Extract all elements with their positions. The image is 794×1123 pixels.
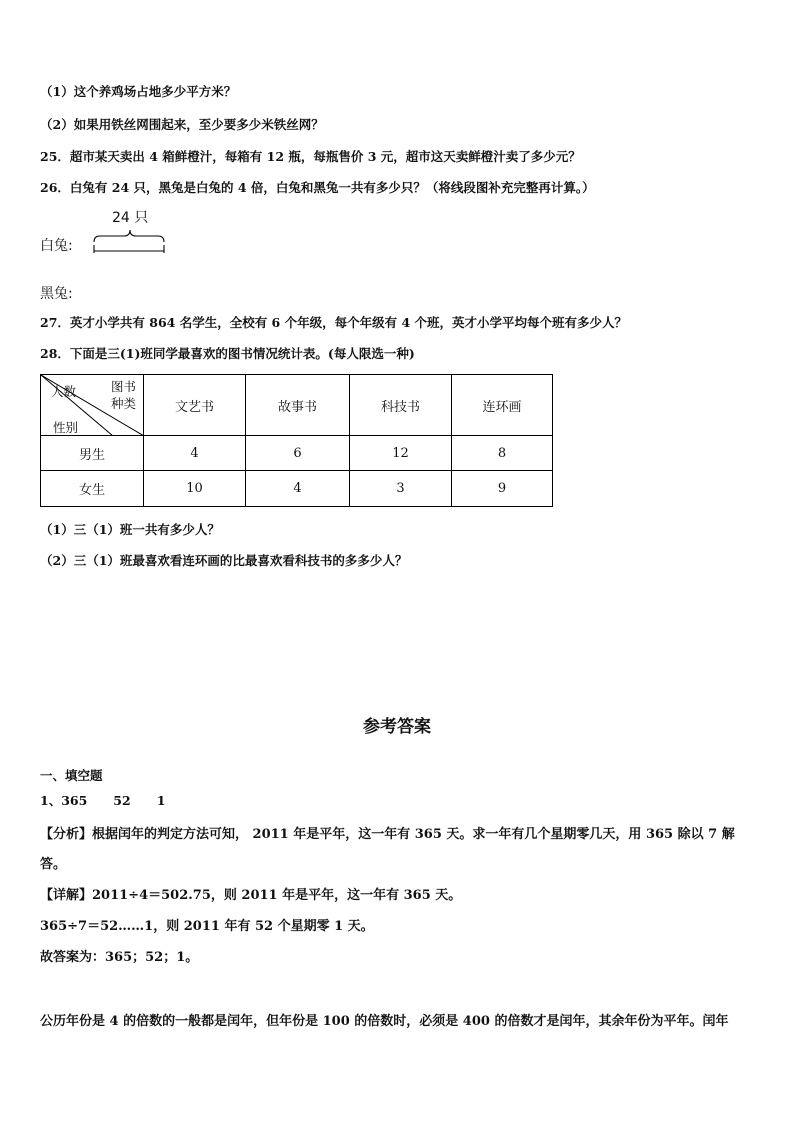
answer-1-head: 1、365 (40, 793, 88, 808)
row-label: 女生 (41, 471, 144, 507)
corner-label-books: 图书 (111, 379, 137, 394)
q24-sub1: （1）这个养鸡场占地多少平方米？ (40, 84, 237, 99)
table-corner-cell (41, 375, 144, 436)
table-cell: 4 (144, 436, 246, 471)
table-cell: 8 (452, 436, 553, 471)
answers-section-title: 一、填空题 (40, 768, 103, 783)
corner-label-count: 人数 (51, 384, 77, 399)
table-header-row (41, 375, 553, 436)
white-rabbit-segment (90, 218, 170, 258)
analysis-line-1: 【分析】根据闰年的判定方法可知， 2011 年是平年，这一年有 365 天。求一年有几个星期零几天，用 365 除以 7 解 (40, 827, 735, 842)
answer-1-days: 1 (156, 793, 166, 808)
q26-text: 26．白兔有 24 只，黑兔是白兔的 4 倍，白兔和黑兔一共有多少只？（将线段图补充完整再计算。） (40, 180, 595, 195)
table-row (41, 471, 553, 507)
white-rabbit-label: 白兔: (40, 238, 73, 254)
q24-sub2: （2）如果用铁丝网围起来，至少要多少米铁丝网？ (40, 117, 324, 132)
table-row (41, 436, 553, 471)
result-line: 故答案为：365；52；1。 (40, 950, 199, 965)
corner-label-gender: 性别 (53, 420, 79, 435)
column-header: 故事书 (246, 375, 350, 436)
row-label: 男生 (41, 436, 144, 471)
q27-text: 27．英才小学共有 864 名学生，全校有 6 个年级，每个年级有 4 个班，英才小学平均每个班有多少人？ (40, 315, 627, 330)
column-header: 科技书 (350, 375, 452, 436)
q28-sub1: （1）三（1）班一共有多少人？ (40, 522, 220, 537)
table-cell: 6 (246, 436, 350, 471)
table-cell: 9 (452, 471, 553, 507)
table-cell: 12 (350, 436, 452, 471)
book-preference-table (40, 374, 553, 507)
corner-label-category: 种类 (111, 396, 137, 411)
table-cell: 4 (246, 471, 350, 507)
leap-year-note: 公历年份是 4 的倍数的一般都是闰年，但年份是 100 的倍数时，必须是 400 的倍数才是闰年，其余年份为平年。闰年 (40, 1014, 729, 1029)
table-cell: 3 (350, 471, 452, 507)
detail-line: 【详解】2011÷4＝502.75，则 2011 年是平年，这一年有 365 天。 (40, 888, 462, 903)
black-rabbit-label: 黑兔: (40, 286, 73, 302)
answer-1 (40, 791, 165, 809)
table-cell: 10 (144, 471, 246, 507)
answers-title: 参考答案 (363, 717, 431, 737)
column-header: 连环画 (452, 375, 553, 436)
calc-line: 365÷7＝52……1，则 2011 年有 52 个星期零 1 天。 (40, 919, 374, 934)
q25-text: 25．超市某天卖出 4 箱鲜橙汁，每箱有 12 瓶，每瓶售价 3 元，超市这天卖鲜橙汁卖了多少元？ (40, 149, 581, 164)
analysis-line-2: 答。 (40, 857, 67, 872)
brace-label: 24 只 (112, 210, 149, 226)
q28-text: 28．下面是三(1)班同学最喜欢的图书情况统计表。(每人限选一种) (40, 346, 415, 361)
column-header: 文艺书 (144, 375, 246, 436)
q28-sub2: （2）三（1）班最喜欢看连环画的比最喜欢看科技书的多多少人？ (40, 553, 408, 568)
answer-1-weeks: 52 (113, 793, 131, 808)
